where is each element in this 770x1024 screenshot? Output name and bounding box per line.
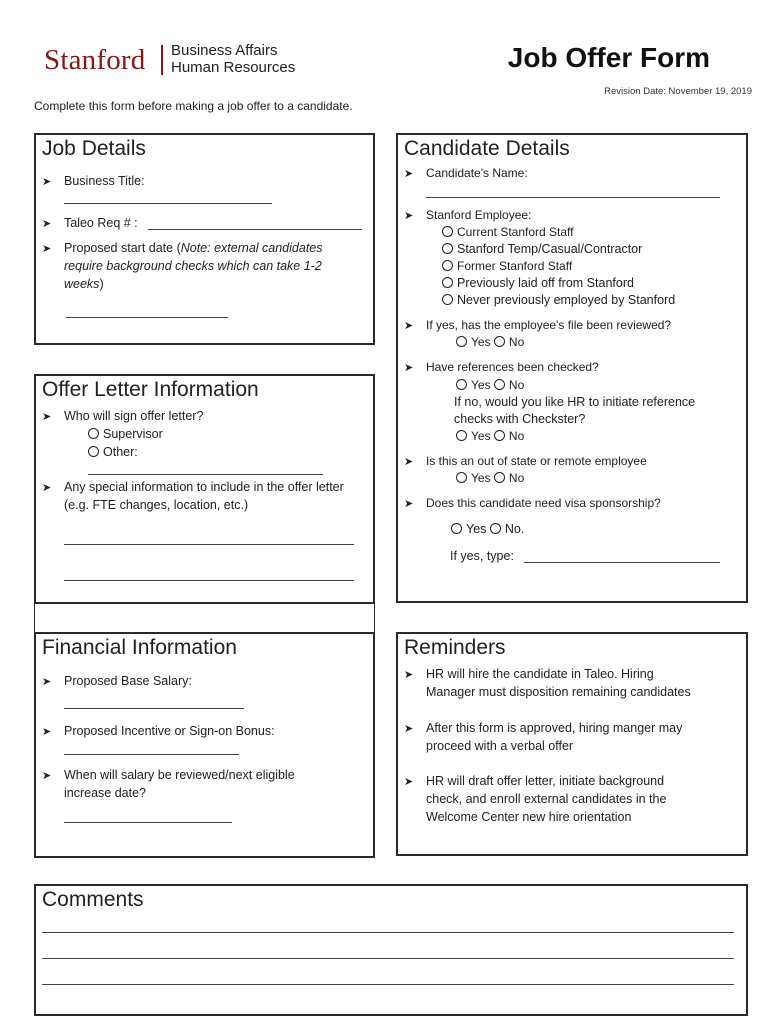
file-reviewed-options[interactable]: Yes No: [456, 334, 524, 351]
visa-type-label: If yes, type:: [450, 549, 514, 563]
radio-circle-icon[interactable]: [88, 428, 99, 439]
arrowhead-bullet-icon: ➤: [404, 168, 414, 180]
base-salary-field[interactable]: [64, 708, 244, 709]
radio-circle-icon[interactable]: [456, 379, 467, 390]
incentive-field[interactable]: [64, 754, 239, 755]
incentive-label: Proposed Incentive or Sign-on Bonus:: [64, 724, 275, 738]
remote-label: Is this an out of state or remote employee: [426, 454, 647, 468]
radio-circle-icon[interactable]: [442, 294, 453, 305]
logo-line-business-affairs: Business Affairs: [171, 42, 278, 59]
arrowhead-bullet-icon: ➤: [404, 456, 414, 468]
comments-line-2[interactable]: [42, 958, 734, 959]
emp-option-laid-off[interactable]: Previously laid off from Stanford: [442, 275, 634, 292]
section-title: Comments: [42, 888, 144, 911]
reminder-3-line-2: check, and enroll external candidates in the: [426, 792, 667, 806]
reminder-3: HR will draft offer letter, initiate background: [426, 774, 665, 788]
radio-circle-icon[interactable]: [494, 430, 505, 441]
radio-circle-icon[interactable]: [494, 336, 505, 347]
radio-circle-icon[interactable]: [494, 379, 505, 390]
radio-circle-icon[interactable]: [442, 277, 453, 288]
logo-divider: [161, 45, 163, 75]
arrowhead-bullet-icon: ➤: [404, 776, 414, 788]
radio-circle-icon[interactable]: [456, 336, 467, 347]
arrowhead-bullet-icon: ➤: [42, 411, 52, 423]
special-info-field-1[interactable]: [64, 544, 354, 545]
arrowhead-bullet-icon: ➤: [404, 723, 414, 735]
stanford-employee-label: Stanford Employee:: [426, 208, 532, 222]
start-date-field[interactable]: [66, 317, 228, 318]
arrowhead-bullet-icon: ➤: [404, 320, 414, 332]
box-connector-left: [34, 602, 35, 634]
arrowhead-bullet-icon: ➤: [42, 770, 52, 782]
salary-review-label-2: increase date?: [64, 786, 147, 800]
reminder-1-line-2: Manager must disposition remaining candidates: [426, 685, 691, 699]
candidate-name-label: Candidate's Name:: [426, 166, 528, 180]
radio-circle-icon[interactable]: [456, 430, 467, 441]
salary-review-field[interactable]: [64, 822, 232, 823]
signer-other-field[interactable]: [88, 474, 323, 475]
visa-options[interactable]: Yes No.: [451, 521, 524, 538]
job-details-section: [34, 133, 375, 345]
arrowhead-bullet-icon: ➤: [42, 482, 52, 494]
page-title: Job Offer Form: [507, 42, 710, 73]
reminder-2: After this form is approved, hiring manger may: [426, 721, 683, 735]
section-title: Reminders: [404, 636, 506, 659]
revision-date: Revision Date: November 19, 2019: [604, 86, 752, 97]
visa-label: Does this candidate need visa sponsorship?: [426, 496, 661, 510]
special-info-field-2[interactable]: [64, 580, 354, 581]
candidate-details-section: [396, 133, 748, 603]
candidate-name-field[interactable]: [426, 197, 720, 198]
intro-text: Complete this form before making a job offer to a candidate.: [34, 99, 353, 113]
section-title: Offer Letter Information: [42, 378, 259, 401]
section-title: Financial Information: [42, 636, 237, 659]
remote-options[interactable]: Yes No: [456, 470, 524, 487]
arrowhead-bullet-icon: ➤: [42, 726, 52, 738]
who-signs-label: Who will sign offer letter?: [64, 409, 204, 423]
salary-review-label: When will salary be reviewed/next eligible: [64, 768, 295, 782]
offer-letter-section: [34, 374, 375, 604]
checkster-label: If no, would you like HR to initiate reference: [454, 395, 696, 409]
taleo-req-label: Taleo Req # :: [64, 216, 138, 230]
radio-circle-icon[interactable]: [494, 472, 505, 483]
comments-line-3[interactable]: [42, 984, 734, 985]
stanford-logo-wordmark: Stanford: [44, 44, 146, 76]
radio-circle-icon[interactable]: [490, 523, 501, 534]
signer-option-other[interactable]: Other:: [88, 444, 138, 461]
reminder-2-line-2: proceed with a verbal offer: [426, 739, 574, 753]
section-title: Candidate Details: [404, 137, 570, 160]
reminder-3-line-3: Welcome Center new hire orientation: [426, 810, 632, 824]
start-date-note-end: weeks): [64, 277, 104, 291]
business-title-field[interactable]: [64, 203, 272, 204]
checkster-options[interactable]: Yes No: [456, 428, 524, 445]
arrowhead-bullet-icon: ➤: [42, 218, 52, 230]
radio-circle-icon[interactable]: [88, 446, 99, 457]
radio-circle-icon[interactable]: [451, 523, 462, 534]
financial-section: [34, 632, 375, 858]
base-salary-label: Proposed Base Salary:: [64, 674, 192, 688]
radio-circle-icon[interactable]: [442, 243, 453, 254]
special-info-label: Any special information to include in the offer letter: [64, 480, 344, 494]
arrowhead-bullet-icon: ➤: [404, 498, 414, 510]
radio-circle-icon[interactable]: [442, 260, 453, 271]
emp-option-never[interactable]: Never previously employed by Stanford: [442, 292, 675, 309]
taleo-req-field[interactable]: [148, 229, 362, 230]
references-options[interactable]: Yes No: [456, 377, 524, 394]
arrowhead-bullet-icon: ➤: [42, 243, 52, 255]
business-title-label: Business Title:: [64, 174, 145, 188]
file-reviewed-label: If yes, has the employee's file been reviewed?: [426, 318, 672, 332]
arrowhead-bullet-icon: ➤: [404, 210, 414, 222]
radio-circle-icon[interactable]: [456, 472, 467, 483]
logo-line-human-resources: Human Resources: [171, 59, 296, 76]
checkster-label-2: checks with Checkster?: [454, 412, 586, 426]
emp-option-temp[interactable]: Stanford Temp/Casual/Contractor: [442, 241, 642, 258]
radio-circle-icon[interactable]: [442, 226, 453, 237]
comments-section: [34, 884, 748, 1016]
emp-option-former[interactable]: Former Stanford Staff: [442, 258, 572, 275]
section-title: Job Details: [42, 137, 146, 160]
references-label: Have references been checked?: [426, 360, 599, 374]
visa-type-field[interactable]: [524, 562, 720, 563]
box-connector-right: [374, 602, 375, 634]
reminders-section: [396, 632, 748, 856]
signer-option-supervisor[interactable]: Supervisor: [88, 426, 163, 443]
reminder-1: HR will hire the candidate in Taleo. Hiring: [426, 667, 654, 681]
special-info-label-2: (e.g. FTE changes, location, etc.): [64, 498, 249, 512]
arrowhead-bullet-icon: ➤: [404, 362, 414, 374]
arrowhead-bullet-icon: ➤: [404, 669, 414, 681]
arrowhead-bullet-icon: ➤: [42, 676, 52, 688]
start-date-note: require background checks which can take 1-2: [64, 259, 322, 273]
emp-option-current[interactable]: Current Stanford Staff: [442, 224, 574, 241]
comments-line-1[interactable]: [42, 932, 734, 933]
start-date-label: Proposed start date (Note: external candidates: [64, 241, 323, 255]
arrowhead-bullet-icon: ➤: [42, 176, 52, 188]
